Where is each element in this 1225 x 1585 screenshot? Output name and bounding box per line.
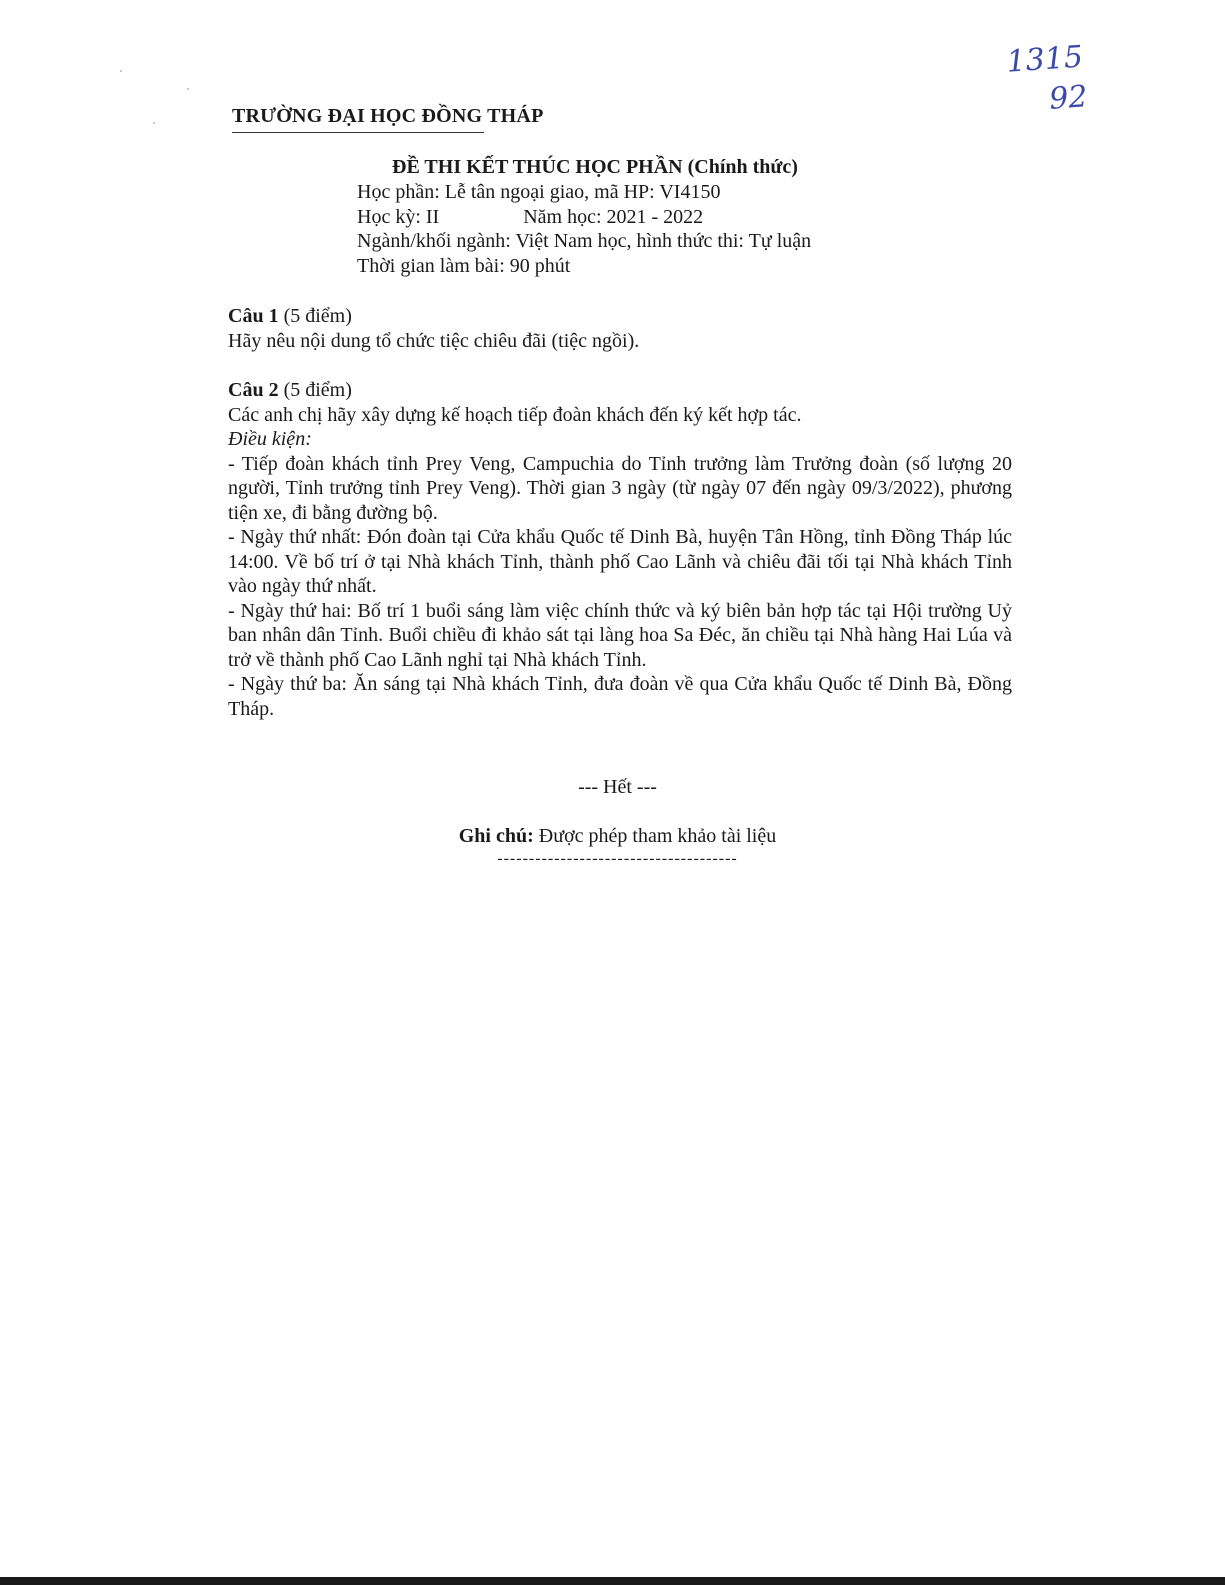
exam-title: ĐỀ THI KẾT THÚC HỌC PHẦN (Chính thức) xyxy=(392,156,798,178)
question-1-points: (5 điểm) xyxy=(278,305,352,327)
question-1-heading xyxy=(228,304,1012,329)
scan-speck xyxy=(120,70,122,72)
semester-line xyxy=(357,205,811,230)
school-year: Năm học: 2021 - 2022 xyxy=(523,205,704,228)
question-1 xyxy=(228,304,1012,353)
semester: Học kỳ: II xyxy=(357,205,440,228)
question-2 xyxy=(228,378,1012,721)
note-divider: -------------------------------------- xyxy=(497,850,738,867)
course-line: Học phần: Lễ tân ngoại giao, mã HP: VI4150 xyxy=(357,181,721,203)
condition-item: - Ngày thứ ba: Ăn sáng tại Nhà khách Tỉnh, đưa đoàn về qua Cửa khẩu Quốc tế Dinh Bà, Đồng Tháp. xyxy=(228,673,1012,720)
question-2-label: Câu 2 xyxy=(228,379,279,401)
question-2-heading xyxy=(228,378,1012,403)
scan-bottom-edge xyxy=(0,1577,1225,1585)
scan-speck xyxy=(187,88,189,90)
school-underline xyxy=(232,132,484,133)
end-marker: --- Hết --- xyxy=(578,776,657,798)
question-1-label: Câu 1 xyxy=(228,305,279,327)
question-2-points: (5 điểm) xyxy=(278,379,352,401)
handwritten-note xyxy=(1005,37,1089,122)
exam-info xyxy=(357,180,811,278)
condition-item: - Ngày thứ nhất: Đón đoàn tại Cửa khẩu Quốc tế Dinh Bà, huyện Tân Hồng, tỉnh Đồng Tháp lúc 14:00. Về bố trí ở tại Nhà khách Tỉnh, thành phố Cao Lãnh và chiêu đãi tối tại Nhà khách Tỉnh vào ngày thứ nhất. xyxy=(228,526,1012,597)
condition-label: Điều kiện: xyxy=(228,428,312,450)
major-line: Ngành/khối ngành: Việt Nam học, hình thức thi: Tự luận xyxy=(357,230,812,252)
note-label: Ghi chú: xyxy=(458,825,534,847)
duration-line: Thời gian làm bài: 90 phút xyxy=(357,254,571,277)
question-2-text: Các anh chị hãy xây dựng kế hoạch tiếp đoàn khách đến ký kết hợp tác. xyxy=(228,403,802,426)
question-1-text: Hãy nêu nội dung tổ chức tiệc chiêu đãi (tiệc ngồi). xyxy=(228,329,640,352)
handwritten-number: 92 xyxy=(1048,79,1089,117)
condition-item: - Ngày thứ hai: Bố trí 1 buổi sáng làm việc chính thức và ký biên bản hợp tác tại Hội trường Uỷ ban nhân dân Tỉnh. Buổi chiều đi khảo sát tại làng hoa Sa Đéc, ăn chiều tại Nhà hàng Hai Lúa và trở về thành phố Cao Lãnh nghỉ tại Nhà khách Tỉnh. xyxy=(228,599,1012,671)
handwritten-number: 1315 xyxy=(1005,39,1085,80)
note xyxy=(0,825,1225,848)
scan-speck xyxy=(153,122,155,124)
condition-item: - Tiếp đoàn khách tỉnh Prey Veng, Campuchia do Tỉnh trưởng làm Trưởng đoàn (số lượng 20 người, Tỉnh trưởng tỉnh Prey Veng). Thời gian 3 ngày (từ ngày 07 đến ngày 09/3/2022), phương tiện xe, đi bằng đường bộ. xyxy=(228,452,1012,524)
school-name: TRƯỜNG ĐẠI HỌC ĐỒNG THÁP xyxy=(232,105,544,127)
note-text: Được phép tham khảo tài liệu xyxy=(533,825,777,847)
